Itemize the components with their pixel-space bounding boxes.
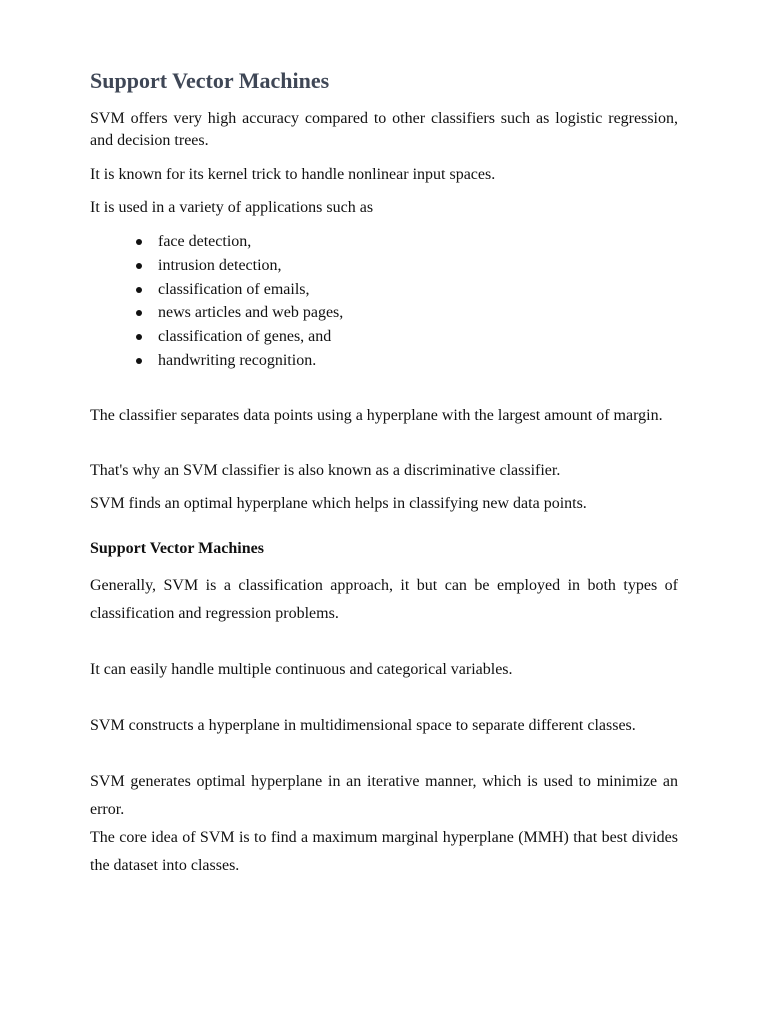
paragraph-iterative: SVM generates optimal hyperplane in an iterative manner, which is used to minimize an error. — [90, 773, 678, 818]
list-item — [134, 278, 343, 302]
bullet-icon — [136, 310, 142, 316]
applications-list — [134, 230, 343, 373]
paragraph-variables: It can easily handle multiple continuous and categorical variables. — [90, 661, 513, 678]
list-item-text: intrusion detection, — [158, 256, 282, 274]
list-item — [134, 325, 343, 349]
bullet-icon — [136, 334, 142, 340]
list-item-text: face detection, — [158, 233, 252, 250]
paragraph-discriminative: That's why an SVM classifier is also known as a discriminative classifier. — [90, 462, 561, 479]
intro-paragraph-accuracy: SVM offers very high accuracy compared to other classifiers such as logistic regression, and decision trees. — [90, 110, 678, 149]
page-title: Support Vector Machines — [90, 68, 330, 93]
list-item — [134, 301, 343, 325]
list-item-text: handwriting recognition. — [158, 351, 317, 369]
intro-paragraph-applications: It is used in a variety of applications such as — [90, 199, 374, 216]
bullet-icon — [136, 358, 142, 364]
list-item — [134, 230, 343, 254]
paragraph-classification-approach: Generally, SVM is a classification approach, it but can be employed in both types of classification and regression problems. — [90, 577, 678, 622]
bullet-icon — [136, 287, 142, 293]
intro-paragraph-kernel: It is known for its kernel trick to handle nonlinear input spaces. — [90, 166, 496, 183]
section-heading: Support Vector Machines — [90, 540, 264, 557]
bullet-icon — [136, 239, 142, 245]
paragraph-optimal-hyperplane: SVM finds an optimal hyperplane which helps in classifying new data points. — [90, 495, 587, 512]
list-item — [134, 254, 343, 278]
list-item — [134, 349, 343, 373]
paragraph-core-idea: The core idea of SVM is to find a maximum marginal hyperplane (MMH) that best divides the dataset into classes. — [90, 829, 678, 874]
paragraph-hyperplane-margin: The classifier separates data points using a hyperplane with the largest amount of margin. — [90, 407, 663, 424]
list-item-text: classification of genes, and — [158, 328, 332, 346]
list-item-text: news articles and web pages, — [158, 304, 344, 322]
bullet-icon — [136, 263, 142, 269]
paragraph-multidimensional: SVM constructs a hyperplane in multidimensional space to separate different classes. — [90, 717, 636, 734]
list-item-text: classification of emails, — [158, 280, 310, 298]
